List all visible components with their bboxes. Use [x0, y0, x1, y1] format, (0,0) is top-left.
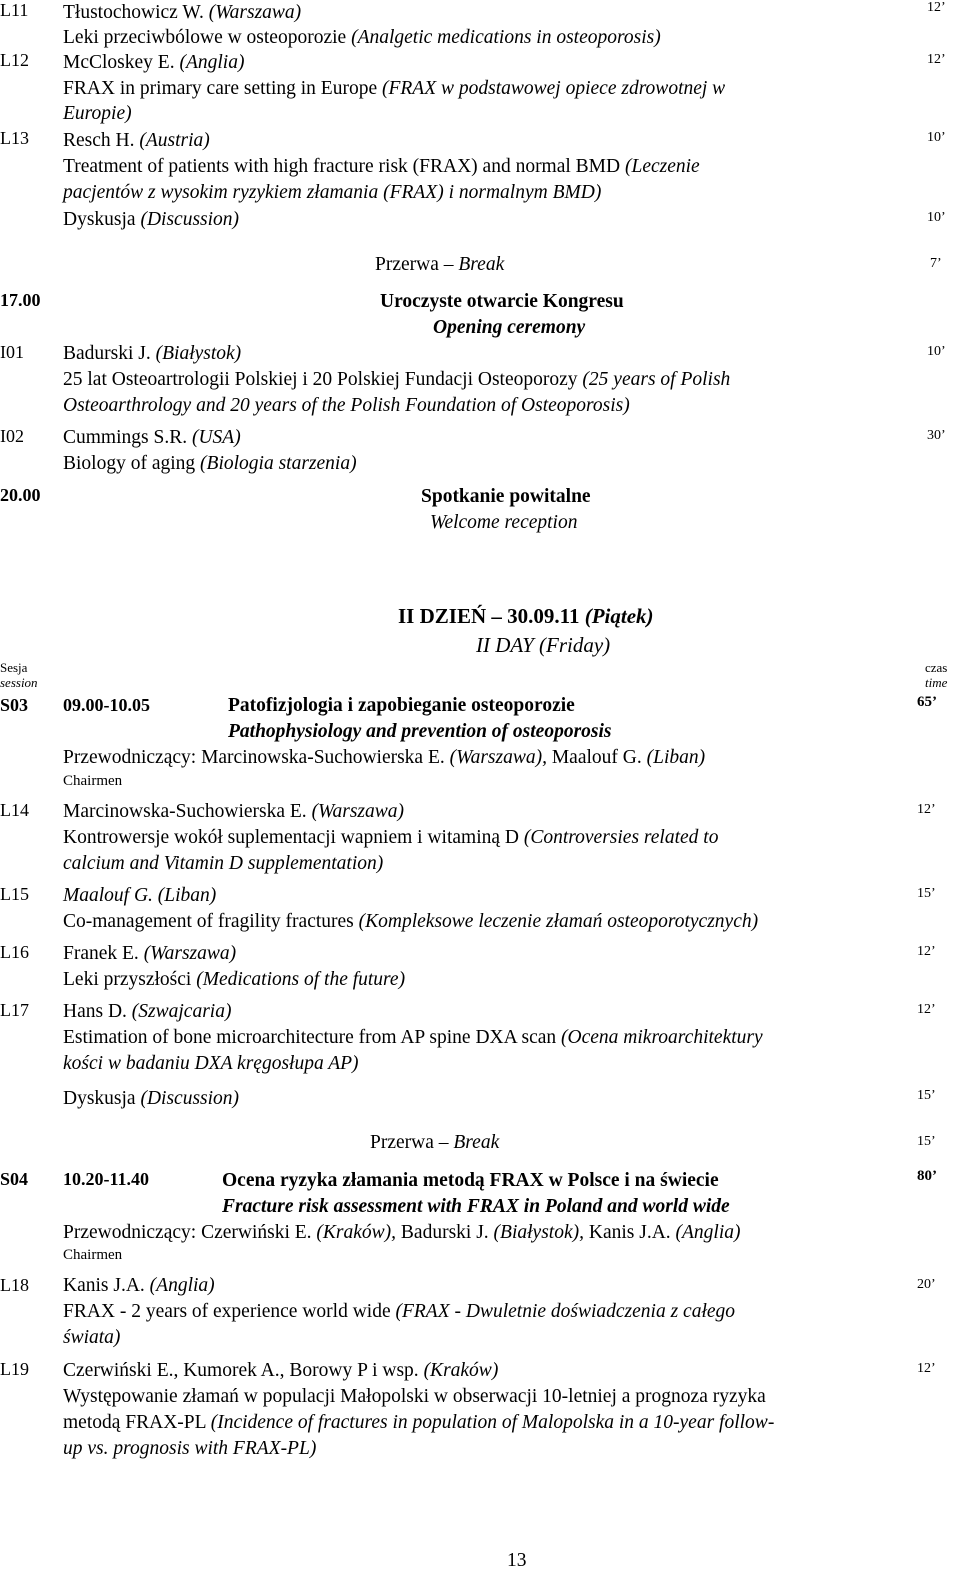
item-author-l17: Hans D. (Szwajcaria)	[63, 1001, 232, 1022]
session-chairmen-label-s03: Chairmen	[63, 773, 123, 789]
session-chairs-s04: Przewodniczący: Czerwiński E. (Kraków), Badurski J. (Białystok), Kanis J.A. (Anglia)	[63, 1222, 741, 1243]
item-author-l14: Marcinowska-Suchowierska E. (Warszawa)	[63, 801, 405, 822]
item-code-l15: L15	[0, 884, 29, 904]
opening-title-en: Opening ceremony	[433, 317, 586, 338]
session-hours-s04: 10.20-11.40	[63, 1169, 150, 1189]
item-code-l19: L19	[0, 1359, 29, 1379]
item-title-l14-cont: calcium and Vitamin D supplementation)	[63, 853, 384, 874]
item-title-l14: Kontrowersje wokół suplementacji wapniem i witaminą D (Controversies related to	[63, 827, 719, 848]
item-code-l14: L14	[0, 800, 29, 820]
item-time-l11: 12’	[927, 0, 946, 15]
item-code-i01: I01	[0, 342, 24, 362]
item-title-l17-cont: kości w badaniu DXA kręgosłupa AP)	[63, 1053, 359, 1074]
item-title-i02: Biology of aging (Biologia starzenia)	[63, 453, 357, 474]
item-title-l19-cont2: up vs. prognosis with FRAX-PL)	[63, 1438, 317, 1459]
item-author-i02: Cummings S.R. (USA)	[63, 427, 241, 448]
item-code-l18: L18	[0, 1275, 29, 1295]
session-title-s04: Ocena ryzyka złamania metodą FRAX w Polsce i na świecie	[222, 1170, 719, 1191]
opening-time: 17.00	[0, 290, 41, 310]
item-title-l18: FRAX - 2 years of experience world wide (FRAX - Dwuletnie doświadczenia z całego	[63, 1301, 736, 1322]
break-2: Przerwa – Break	[370, 1132, 500, 1153]
session-title-en-s03: Pathophysiology and prevention of osteoporosis	[228, 721, 612, 742]
item-title-i01-cont: Osteoarthrology and 20 years of the Polish Foundation of Osteoporosis)	[63, 395, 630, 416]
session-chairmen-label-s04: Chairmen	[63, 1247, 123, 1263]
header-czas: czas	[925, 660, 948, 675]
item-code-i02: I02	[0, 426, 24, 446]
item-time-l17: 12’	[917, 1002, 936, 1017]
item-code-l12: L12	[0, 50, 29, 70]
item-title-l12: FRAX in primary care setting in Europe (FRAX w podstawowej opiece zdrowotnej w	[63, 78, 726, 99]
break-1-time: 7’	[930, 256, 942, 271]
item-time-l12: 12’	[927, 52, 946, 67]
item-title-l17: Estimation of bone microarchitecture from AP spine DXA scan (Ocena mikroarchitektury	[63, 1027, 763, 1048]
page-number: 13	[507, 1550, 527, 1571]
opening-title: Uroczyste otwarcie Kongresu	[380, 291, 624, 312]
header-time: time	[925, 675, 948, 690]
item-author-l11: Tłustochowicz W. (Warszawa)	[63, 2, 302, 23]
item-title-l12-cont: Europie)	[63, 103, 132, 124]
item-author-l18: Kanis J.A. (Anglia)	[63, 1275, 215, 1296]
session-title-s03: Patofizjologia i zapobieganie osteoporozie	[228, 695, 575, 716]
item-time-l15: 15’	[917, 886, 936, 901]
break-1: Przerwa – Break	[375, 254, 505, 275]
item-author-l13: Resch H. (Austria)	[63, 130, 210, 151]
item-time-i01: 10’	[927, 344, 946, 359]
session-time-s04: 80’	[917, 1168, 937, 1184]
session-time-s03: 65’	[917, 694, 937, 710]
session-code-s04: S04	[0, 1169, 29, 1189]
break-2-time: 15’	[917, 1134, 936, 1149]
item-time-l13: 10’	[927, 130, 946, 145]
item-author-l12: McCloskey E. (Anglia)	[63, 52, 245, 73]
welcome-time: 20.00	[0, 485, 41, 505]
day2-title: II DZIEŃ – 30.09.11 (Piątek)	[398, 604, 654, 628]
day2-title-en: II DAY (Friday)	[476, 633, 611, 657]
welcome-title: Spotkanie powitalne	[421, 486, 591, 507]
item-title-l16: Leki przyszłości (Medications of the future)	[63, 969, 406, 990]
item-title-l13-cont: pacjentów z wysokim ryzykiem złamania (FRAX) i normalnym BMD)	[63, 182, 602, 203]
discussion-1-time: 10’	[927, 210, 946, 225]
item-title-l11: Leki przeciwbólowe w osteoporozie (Analgetic medications in osteoporosis)	[63, 27, 661, 48]
item-time-l19: 12’	[917, 1361, 936, 1376]
item-author-l19: Czerwiński E., Kumorek A., Borowy P i wsp. (Kraków)	[63, 1360, 499, 1381]
item-code-l17: L17	[0, 1000, 29, 1020]
item-title-l19: Występowanie złamań w populacji Małopolski w obserwacji 10-letniej a prognoza ryzyka	[63, 1386, 766, 1407]
item-time-i02: 30’	[927, 428, 946, 443]
item-time-l14: 12’	[917, 802, 936, 817]
session-hours-s03: 09.00-10.05	[63, 695, 150, 715]
session-chairs-s03: Przewodniczący: Marcinowska-Suchowierska E. (Warszawa), Maalouf G. (Liban)	[63, 747, 706, 768]
item-time-l16: 12’	[917, 944, 936, 959]
item-code-l11: L11	[0, 0, 29, 20]
item-time-l18: 20’	[917, 1277, 936, 1292]
discussion-2: Dyskusja (Discussion)	[63, 1088, 240, 1109]
item-code-l13: L13	[0, 128, 29, 148]
item-code-l16: L16	[0, 942, 29, 962]
item-author-l15: Maalouf G. (Liban)	[63, 885, 217, 906]
item-title-l13: Treatment of patients with high fracture risk (FRAX) and normal BMD (Leczenie	[63, 156, 700, 177]
header-sesja: Sesja	[0, 660, 28, 675]
session-code-s03: S03	[0, 695, 29, 715]
item-author-l16: Franek E. (Warszawa)	[63, 943, 237, 964]
item-title-l15: Co-management of fragility fractures (Kompleksowe leczenie złamań osteoporotycznych)	[63, 911, 759, 932]
discussion-2-time: 15’	[917, 1088, 936, 1103]
item-title-l18-cont: świata)	[63, 1327, 121, 1348]
welcome-title-en: Welcome reception	[430, 512, 578, 533]
item-title-l19-cont: metodą FRAX-PL (Incidence of fractures in population of Malopolska in a 10-year follow-	[63, 1412, 775, 1433]
item-title-i01: 25 lat Osteoartrologii Polskiej i 20 Polskiej Fundacji Osteoporozy (25 years of Polish	[63, 369, 731, 390]
discussion-1: Dyskusja (Discussion)	[63, 209, 240, 230]
item-author-i01: Badurski J. (Białystok)	[63, 343, 242, 364]
session-title-en-s04: Fracture risk assessment with FRAX in Poland and world wide	[222, 1196, 730, 1217]
header-session: session	[0, 675, 38, 690]
